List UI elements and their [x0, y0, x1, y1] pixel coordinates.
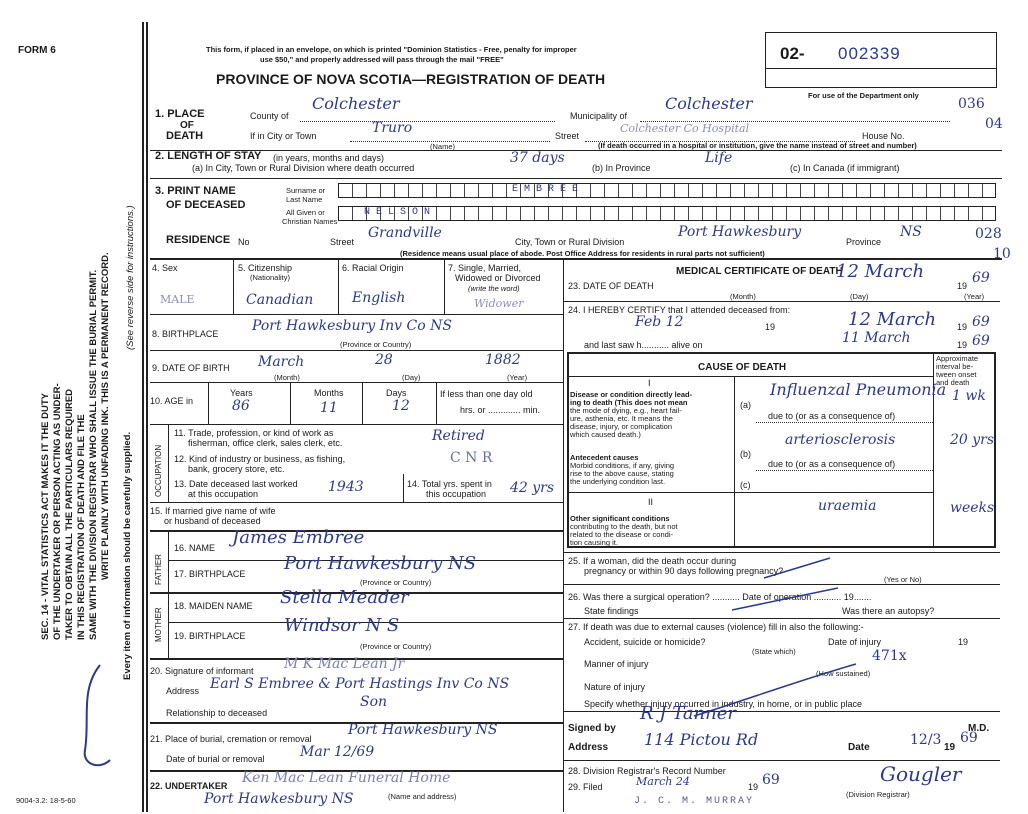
stay-province-value: Life [705, 150, 733, 166]
surgical-label: 26. Was there a surgical operation? ........... Date of operation ........... 19....... [568, 592, 872, 602]
length-hint: (in years, months and days) [273, 153, 385, 163]
manner-value: 471x [872, 648, 907, 664]
cause-c-label: (c) [740, 480, 751, 490]
relationship-label: Relationship to deceased [166, 708, 268, 718]
given-label-1: All Given or [286, 208, 325, 217]
mother-birth-value: Windsor N S [284, 615, 400, 636]
cause-other-value: uraemia [818, 498, 877, 514]
filed-value: March 24 [636, 775, 690, 788]
rule-2 [150, 178, 1002, 179]
side-note-8: (See reverse side for instructions.) [125, 205, 136, 350]
interval-label-2: interval be- [936, 362, 974, 371]
total-yrs-value: 42 yrs [510, 480, 555, 496]
age-label: 10. AGE in [150, 396, 194, 406]
parent-band-divider [168, 530, 169, 658]
father-name-value: James Embree [232, 527, 365, 548]
racial-label: 6. Racial Origin [342, 263, 404, 273]
death-year-value: 69 [972, 270, 990, 286]
signer-address-label: Address [568, 742, 609, 753]
sex-divider [233, 258, 234, 314]
other-label-4: tion causing it. [570, 538, 618, 547]
maiden-value: Stella Meader [280, 587, 409, 608]
side-note-1: SEC. 14 - VITAL STATISTICS ACT MAKES IT THE DUTY [40, 392, 51, 640]
given-label-2: Christian Names [282, 217, 338, 226]
of-deceased-label: OF DECEASED [166, 199, 246, 211]
filed-year-value: 69 [762, 772, 780, 788]
death-year-prefix: 19 [957, 281, 968, 291]
registrar-name: J. C. M. MURRAY [634, 796, 755, 807]
street-value: Colchester Co Hospital [620, 122, 750, 135]
burial-place-value: Port Hawkesbury NS [348, 722, 498, 738]
days-label: Days [386, 388, 407, 398]
strike-mark-2 [730, 586, 840, 612]
last-worked-value: 1943 [328, 479, 364, 495]
footer-code: 9004-3.2: 18-5-60 [16, 796, 76, 805]
attend-to-value: 12 March [848, 309, 937, 330]
occ-14-line-1: 14. Total yrs. spent in [407, 479, 492, 489]
div-reg-no-label: 28. Division Registrar's Record Number [568, 766, 726, 776]
marital-label-1: 7. Single, Married, [448, 263, 522, 273]
woman-label-2: pregnancy or within 90 days following pregnancy? [584, 566, 784, 576]
side-note-5: SAME WITH THE DIVISION REGISTRAR WHO SHALL ISSUE THE BURIAL PERMIT. [88, 269, 99, 640]
attend-from-value: Feb 12 [635, 314, 684, 330]
how-sustained-hint: (How sustained) [816, 669, 871, 678]
date-year-value: 69 [960, 730, 978, 746]
death-month-hint: (Month) [730, 292, 756, 301]
filed-label: 29. Filed [568, 782, 603, 792]
maiden-label: 18. MAIDEN NAME [174, 601, 253, 611]
due-to-1: due to (or as a consequence of) [768, 411, 896, 421]
occ-12-line-1: 12. Kind of industry or business, as fishing, [174, 454, 346, 464]
reg-number-prefix: 02- [780, 44, 805, 63]
disease-label-1: Disease or condition directly lead- [570, 390, 693, 399]
cause-a-line [756, 422, 933, 423]
rule-6 [150, 382, 563, 383]
birthplace-hint: (Province or Country) [340, 340, 412, 349]
trade-value: Retired [432, 428, 485, 444]
rule-7 [150, 424, 563, 425]
accident-label: Accident, suicide or homicide? [584, 637, 706, 647]
disease-label-5: disease, injury, or complication [570, 422, 672, 431]
residence-province-label: Province [846, 237, 882, 247]
occupation-band-divider [168, 424, 169, 502]
city-value: Truro [372, 120, 413, 136]
stay-city-value: 37 days [510, 150, 565, 166]
age-div-3 [362, 382, 363, 424]
md-label: M.D. [968, 723, 990, 734]
side-note-4: IN THIS REGISTRATION OF DEATH AND FILE THE [76, 414, 87, 640]
certify-label: 24. I HEREBY CERTIFY that I attended deceased from: [568, 305, 791, 315]
cause-ii-rule [567, 492, 933, 493]
citizenship-value: Canadian [246, 292, 314, 308]
age-div-1 [208, 382, 209, 424]
rule-r6 [563, 760, 1000, 761]
side-note-6: WRITE PLAINLY WITH UNFADING INK. THIS IS A PERMANENT RECORD. [100, 252, 111, 580]
county-line [300, 121, 555, 122]
date-value: 12/3 [910, 732, 942, 748]
roman-2: II [648, 497, 654, 507]
street-label: Street [555, 131, 580, 141]
reg-box-divider [765, 68, 997, 69]
name-hint: (Name) [430, 142, 456, 151]
residence-label: RESIDENCE [166, 234, 231, 246]
rule-1 [150, 150, 1002, 151]
occ-12-line-2: bank, grocery store, etc. [188, 464, 285, 474]
mother-birth-hint: (Province or Country) [360, 642, 432, 651]
stay-c-label: (c) In Canada (if immigrant) [790, 163, 900, 173]
last-saw-value: 11 March [842, 330, 911, 346]
attend-to-year-prefix: 19 [957, 322, 968, 332]
signed-by-label: Signed by [568, 723, 616, 734]
death-day-hint: (Day) [850, 292, 869, 301]
occ-14-line-2: this occupation [426, 489, 487, 499]
father-birth-hint: (Province or Country) [360, 578, 432, 587]
residence-city-value: Port Hawkesbury [678, 224, 802, 240]
residence-street-value: Grandville [368, 225, 442, 241]
marital-value: Widower [474, 297, 524, 310]
antecedent-label-2: Morbid conditions, if any, giving [570, 461, 675, 470]
last-saw-year-value: 69 [972, 333, 990, 349]
burial-label-2: Date of burial or removal [166, 754, 265, 764]
dept-code-3: 028 [975, 226, 1002, 242]
autopsy-label: Was there an autopsy? [842, 606, 935, 616]
left-margin-rule-2 [142, 22, 144, 812]
stay-b-label: (b) In Province [592, 163, 651, 173]
dob-day-value: 28 [375, 352, 393, 368]
name-address-hint: (Name and address) [388, 792, 457, 801]
dob-year-hint: (Year) [507, 373, 528, 382]
interval-label-4: and death [936, 378, 970, 387]
marital-label-2: Widowed or Divorced [455, 273, 541, 283]
residence-province-value: NS [900, 224, 922, 240]
dob-year-value: 1882 [485, 352, 521, 368]
racial-value: English [352, 290, 406, 306]
side-note-7: Every item of information should be carefully supplied. [122, 431, 133, 680]
side-note-3: TAKER TO OBTAIN ALL THE PARTICULARS REQUIRED [64, 388, 75, 640]
burial-date-value: Mar 12/69 [300, 744, 375, 760]
state-findings-label: State findings [584, 606, 639, 616]
yes-no-hint: (Yes or No) [884, 575, 922, 584]
rule-5 [150, 350, 563, 351]
informant-value: M K Mac Lean Jr [284, 656, 405, 672]
mother-birth-label: 19. BIRTHPLACE [174, 631, 246, 641]
date-label: Date [848, 742, 870, 753]
occ-13-line-1: 13. Date deceased last worked [174, 479, 298, 489]
hrs-min-label: hrs. or ............. min. [460, 405, 541, 415]
rule-8 [150, 502, 563, 503]
page-title: PROVINCE OF NOVA SCOTIA—REGISTRATION OF DEATH [216, 71, 606, 87]
dept-code-1: 036 [958, 96, 985, 112]
years-label: Years [230, 388, 253, 398]
dob-day-hint: (Day) [402, 373, 421, 382]
county-label: County of [250, 111, 289, 121]
disease-label-2: ing to death (This does not mean [570, 398, 688, 407]
attend-from-year-prefix: 19 [765, 322, 776, 332]
cause-b-line [756, 470, 933, 471]
occ-11-line-2: fisherman, office clerk, sales clerk, etc. [188, 438, 343, 448]
strike-mark-1 [762, 556, 832, 580]
dept-code-4: 10 [993, 246, 1011, 262]
cause-header-rule [567, 376, 933, 377]
age-days-value: 12 [392, 398, 410, 414]
form-number: FORM 6 [18, 45, 56, 56]
rule-r5 [563, 711, 1000, 712]
age-div-2 [290, 382, 291, 424]
side-note-2: OF THE UNDERTAKER OR PERSON ACTING AS UNDER- [52, 383, 63, 640]
antecedent-label-1: Antecedent causes [570, 453, 639, 462]
dob-month-value: March [258, 354, 305, 370]
industry-value: C N R [450, 450, 493, 466]
other-label-3: related to the disease or condi- [570, 530, 673, 539]
registrar-signature: Gougler [880, 762, 962, 786]
of-label: OF [180, 120, 194, 131]
dob-label: 9. DATE OF BIRTH [152, 363, 230, 373]
residence-no-label: No [238, 237, 250, 247]
months-label: Months [314, 388, 344, 398]
last-saw-year-prefix: 19 [957, 340, 968, 350]
death-label: DEATH [166, 130, 204, 142]
informant-address-label: Address [166, 686, 200, 696]
father-birth-label: 17. BIRTHPLACE [174, 569, 246, 579]
municipality-value: Colchester [665, 94, 753, 113]
antecedent-label-3: rise to the above cause, stating [570, 469, 674, 478]
interval-a-value: 1 wk [952, 388, 986, 404]
print-name-label: 3. PRINT NAME [155, 185, 236, 197]
surname-cells [338, 183, 996, 198]
age-months-value: 11 [320, 400, 338, 416]
rule-3 [150, 258, 1002, 260]
informant-label: 20. Signature of informant [150, 666, 254, 676]
given-value: NELSON [364, 207, 437, 218]
envelope-notice-1: This form, if placed in an envelope, on which is printed "Dominion Statistics - Free, penalty for improper [206, 45, 577, 54]
cause-label-divider [734, 376, 735, 548]
disease-label-6: which caused death.) [570, 430, 641, 439]
cause-b-value: arteriosclerosis [785, 432, 896, 448]
rule-4 [150, 314, 563, 315]
undertaker-label: 22. UNDERTAKER [150, 781, 228, 791]
cause-title: CAUSE OF DEATH [698, 362, 787, 373]
other-label-2: contributing to the death, but not [570, 522, 678, 531]
rule-r2 [563, 552, 1000, 553]
dept-code-2: 04 [985, 116, 1003, 132]
roman-1: I [648, 378, 651, 388]
rule-r3 [563, 584, 1000, 585]
house-no-label: House No. [862, 131, 905, 141]
date-year-prefix: 19 [944, 742, 956, 753]
disease-label-4: ure, asthenia, etc. It means the [570, 414, 673, 423]
spouse-label-1: 15. If married give name of wife [150, 506, 276, 516]
relationship-value: Son [360, 694, 388, 710]
state-which-hint: (State which) [752, 647, 796, 656]
col-divider [563, 258, 564, 812]
rule-r1 [563, 301, 1000, 302]
external-label: 27. If death was due to external causes (violence) fill in also the following:- [568, 622, 864, 632]
signed-by-value: R J Tanner [640, 703, 736, 724]
antecedent-label-4: the underlying condition last. [570, 477, 666, 486]
signer-address-value: 114 Pictou Rd [644, 730, 759, 749]
birthplace-value: Port Hawkesbury Inv Co NS [252, 318, 452, 334]
racial-divider [444, 258, 445, 314]
attend-year-value: 69 [972, 314, 990, 330]
sex-value: MALE [160, 293, 195, 306]
place-of-death-label: 1. PLACE [155, 108, 205, 120]
disease-label-3: the mode of dying, e.g., heart fail- [570, 406, 682, 415]
surname-label-1: Surname or [286, 186, 326, 195]
nationality-label: (Nationality) [250, 273, 291, 282]
interval-label-1: Approximate [936, 354, 979, 363]
filed-year-prefix: 19 [748, 782, 759, 792]
occ-11-line-1: 11. Trade, profession, or kind of work as [174, 428, 334, 438]
surname-label-2: Last Name [286, 195, 323, 204]
last-saw-label: and last saw h........... alive on [584, 340, 703, 350]
interval-other-value: weeks [950, 500, 995, 516]
woman-label-1: 25. If a woman, did the death occur during [568, 556, 737, 566]
date-injury-label: Date of injury [828, 637, 882, 647]
mother-label: MOTHER [154, 607, 163, 642]
spouse-label-2: or husband of deceased [164, 516, 261, 526]
father-label: FATHER [154, 554, 163, 585]
interval-label-3: tween onset [936, 370, 977, 379]
surname-value: EMBREE [512, 184, 585, 195]
date-injury-year-prefix: 19 [958, 637, 969, 647]
residence-city-label: City, Town or Rural Division [515, 237, 625, 247]
interval-b-value: 20 yrs [950, 432, 995, 448]
residence-note: (Residence means usual place of abode. Post Office Address for residents in rural parts not sufficient) [400, 249, 765, 258]
undertaker-address-value: Port Hawkesbury NS [204, 791, 354, 807]
occ-14-divider [403, 474, 404, 502]
specify-label: Specify whether injury occurred in industry, in home, or in public place [584, 699, 862, 709]
death-year-hint: (Year) [964, 292, 985, 301]
cause-a-value: Influenzal Pneumonia [770, 380, 947, 399]
informant-address-value: Earl S Embree & Port Hastings Inv Co NS [210, 676, 510, 692]
undertaker-value: Ken Mac Lean Funeral Home [242, 770, 451, 786]
father-birth-value: Port Hawkesbury NS [284, 553, 477, 574]
county-value: Colchester [312, 94, 400, 113]
other-label-1: Other significant conditions [570, 514, 670, 523]
envelope-notice-2: use $50," and properly addressed will pass through the mail "FREE" [260, 55, 504, 64]
less-than-day-label: If less than one day old [440, 389, 533, 399]
burial-label-1: 21. Place of burial, cremation or removal [150, 734, 312, 744]
nature-label: Nature of injury [584, 682, 646, 692]
reg-number: 002339 [838, 44, 901, 63]
cause-a-label: (a) [740, 400, 751, 410]
medical-certificate-title: MEDICAL CERTIFICATE OF DEATH [676, 266, 843, 277]
dob-month-hint: (Month) [274, 373, 300, 382]
margin-scribble [60, 660, 120, 780]
stay-a-label: (a) In City, Town or Rural Division where death occurred [192, 163, 415, 173]
given-cells [338, 206, 996, 221]
due-to-2: due to (or as a consequence of) [768, 459, 896, 469]
death-date-value: 12 March [836, 261, 925, 282]
div-registrar-hint: (Division Registrar) [846, 790, 910, 799]
occ-13-line-2: at this occupation [188, 489, 259, 499]
rule-r4 [563, 618, 1000, 619]
left-margin-rule [146, 22, 148, 812]
birthplace-label: 8. BIRTHPLACE [152, 329, 219, 339]
city-town-label: If in City or Town [250, 131, 317, 141]
length-of-stay-label: 2. LENGTH OF STAY [155, 150, 262, 162]
hospital-note: (If death occurred in a hospital or institution, give the name instead of street and number) [598, 141, 917, 150]
date-of-death-label: 23. DATE OF DEATH [568, 281, 654, 291]
age-div-4 [436, 382, 437, 424]
citizenship-label: 5. Citizenship [238, 263, 293, 273]
residence-street-label: Street [330, 237, 355, 247]
marital-label-3: (write the word) [468, 284, 520, 293]
age-years-value: 86 [232, 398, 250, 414]
sex-label: 4. Sex [152, 263, 178, 273]
dept-use-note: For use of the Department only [808, 91, 919, 100]
citizen-divider [338, 258, 339, 314]
father-name-label: 16. NAME [174, 543, 216, 553]
manner-label: Manner of injury [584, 659, 649, 669]
municipality-label: Municipality of [570, 111, 628, 121]
cause-b-label: (b) [740, 449, 751, 459]
occupation-label: OCCUPATION [154, 444, 163, 497]
